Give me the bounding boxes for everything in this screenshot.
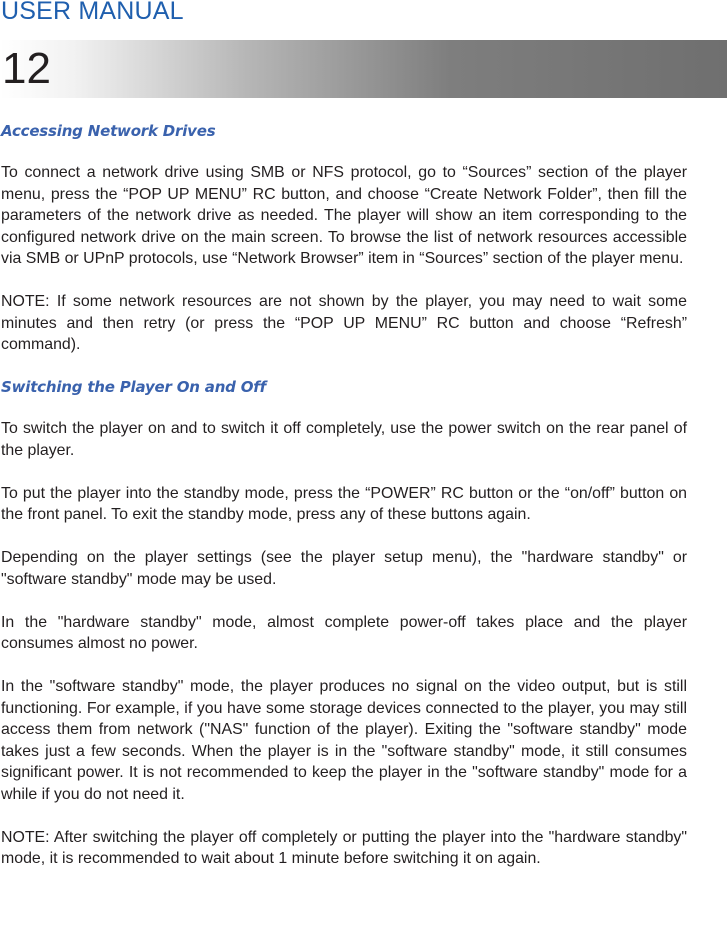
paragraph: To put the player into the standby mode, press the “POWER” RC button or the “on/off” button on the front panel. To exit the standby mode, press any of these buttons again. [1, 484, 687, 523]
section-heading-network-drives: Accessing Network Drives [1, 122, 216, 140]
page-number: 12 [2, 44, 51, 93]
manual-content [1, 121, 687, 870]
note-paragraph: NOTE: If some network resources are not shown by the player, you may need to wait some minutes and then retry (or press the “POP UP MENU” RC button and choose “Refresh” command). [1, 293, 687, 353]
paragraph: To switch the player on and to switch it off completely, use the power switch on the rear panel of the player. [1, 420, 687, 459]
paragraph: Depending on the player settings (see the player setup menu), the "hardware standby" or "software standby" mode may be used. [1, 549, 687, 588]
paragraph: In the "hardware standby" mode, almost complete power-off takes place and the player consumes almost no power. [1, 613, 687, 652]
manual-title: USER MANUAL [1, 0, 184, 25]
paragraph: In the "software standby" mode, the player produces no signal on the video output, but is still functioning. For example, if you have some storage devices connected to the player, you may still access them from network ("NAS" function of the player). Exiting the "software standby" mode takes just a few seconds. When the player is in the "software standby" mode, it still consumes significant power. It is not recommended to keep the player in the "software standby" mode for a while if you do not need it. [1, 678, 687, 803]
note-paragraph: NOTE: After switching the player off completely or putting the player into the "hardware standby" mode, it is recommended to wait about 1 minute before switching it on again. [1, 828, 687, 867]
section-heading-power: Switching the Player On and Off [1, 378, 266, 396]
page-number-bar [0, 40, 727, 98]
paragraph: To connect a network drive using SMB or NFS protocol, go to “Sources” section of the player menu, press the “POP UP MENU” RC button, and choose “Create Network Folder”, then fill the parameters of the network drive as needed. The player will show an item corresponding to the configured network drive on the main screen. To browse the list of network resources accessible via SMB or UPnP protocols, use “Network Browser” item in “Sources” section of the player menu. [1, 164, 687, 267]
